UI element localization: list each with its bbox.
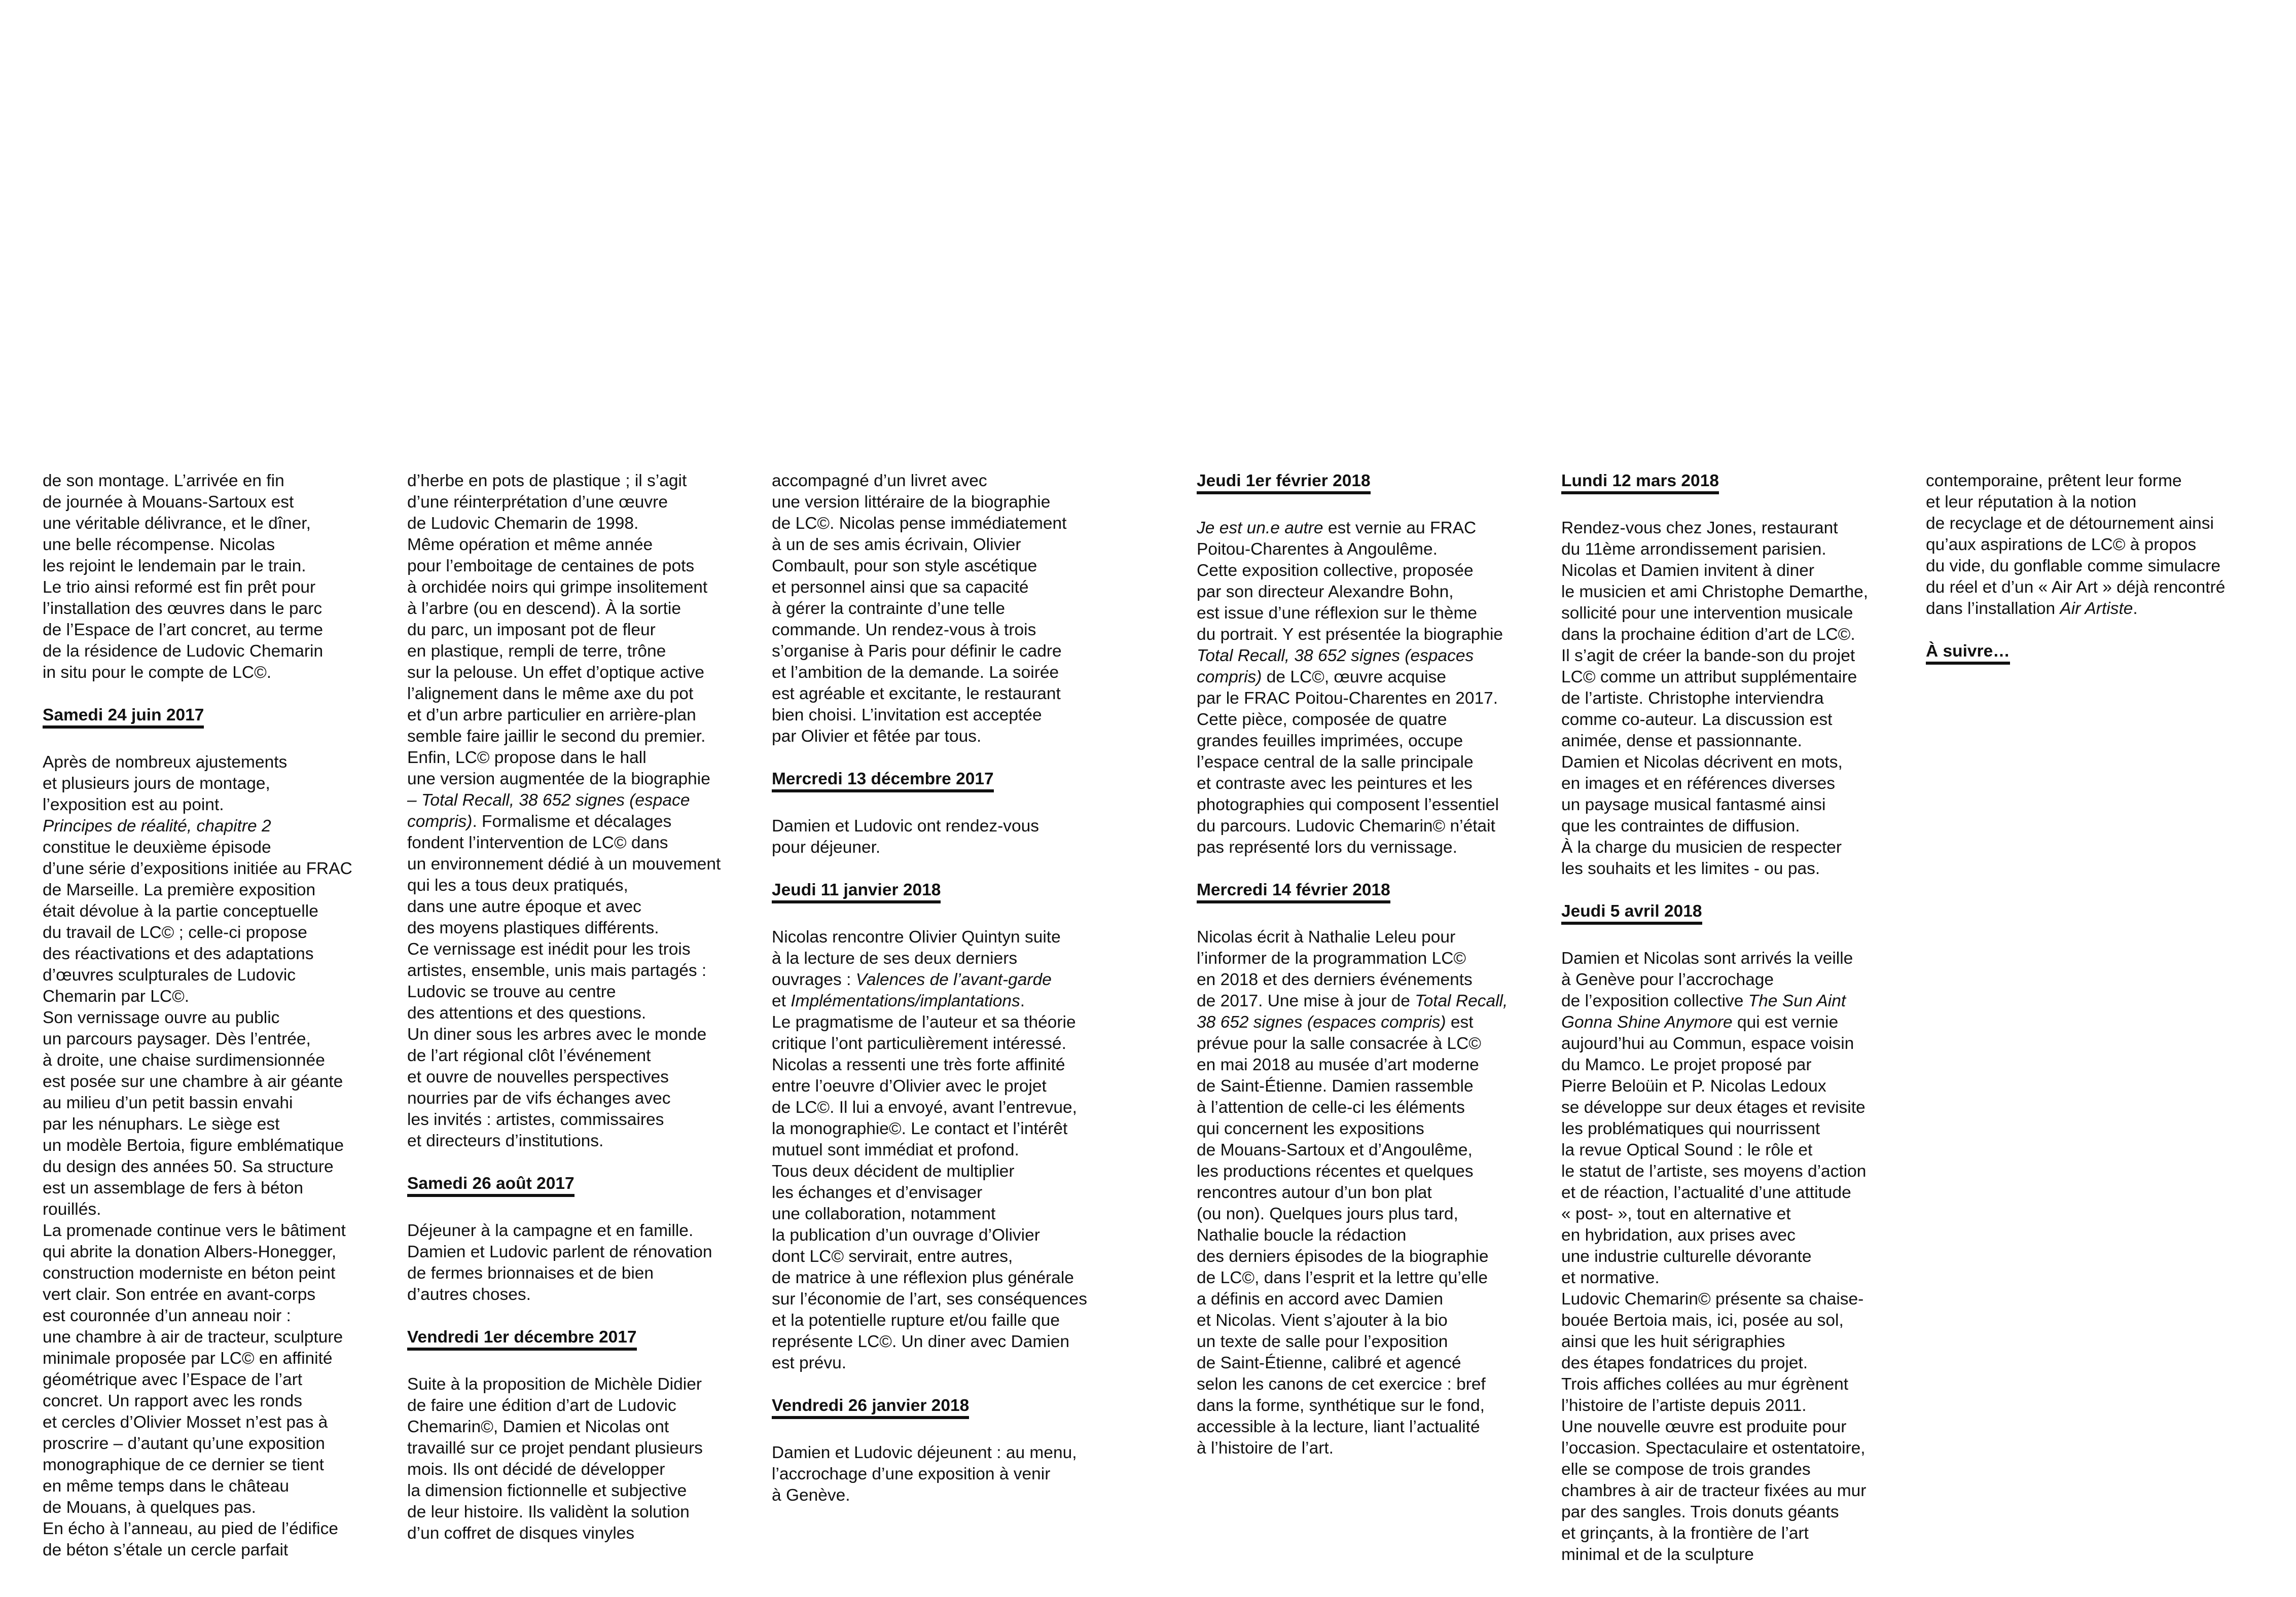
text-line: à droite, une chaise surdimensionnée bbox=[43, 1051, 325, 1070]
text-line: aujourd’hui au Commun, espace voisin bbox=[1561, 1034, 1854, 1053]
text-line: nourries par de vifs échanges avec bbox=[407, 1089, 671, 1108]
text-line: dont LC© servirait, entre autres, bbox=[772, 1247, 1013, 1266]
text-line: critique l’ont particulièrement intéressé. bbox=[772, 1034, 1066, 1053]
text-line: de matrice à une réflexion plus générale bbox=[772, 1268, 1074, 1287]
text-line: l’occasion. Spectaculaire et ostentatoire, bbox=[1561, 1439, 1866, 1458]
text-line: l’espace central de la salle principale bbox=[1197, 753, 1474, 772]
text-column-2 bbox=[407, 470, 721, 1544]
heading-gap bbox=[772, 905, 1087, 927]
text-column-3 bbox=[772, 470, 1087, 1506]
text-line: Gonna Shine Anymore qui est vernie bbox=[1561, 1013, 1839, 1032]
date-heading-row bbox=[772, 769, 1087, 794]
text-column-6 bbox=[1926, 470, 2225, 667]
text-line: Cette pièce, composée de quatre bbox=[1197, 710, 1447, 729]
date-heading: Jeudi 1er février 2018 bbox=[1197, 472, 1371, 494]
text-line: géométrique avec l’Espace de l’art bbox=[43, 1370, 303, 1389]
text-line: Suite à la proposition de Michèle Didier bbox=[407, 1375, 702, 1394]
text-line: un texte de salle pour l’exposition bbox=[1197, 1332, 1448, 1351]
text-line: à orchidée noirs qui grimpe insolitement bbox=[407, 578, 708, 597]
text-line: du parcours. Ludovic Chemarin© n’était bbox=[1197, 817, 1495, 836]
text-line: à gérer la contrainte d’une telle bbox=[772, 599, 1005, 618]
heading-gap bbox=[1561, 927, 1868, 948]
text-line: de l’exposition collective The Sun Aint bbox=[1561, 992, 1846, 1010]
text-line: à Genève pour l’accrochage bbox=[1561, 970, 1774, 989]
text-line: à un de ses amis écrivain, Olivier bbox=[772, 535, 1021, 554]
text-line: du réel et d’un « Air Art » déjà rencontré bbox=[1926, 578, 2226, 597]
text-line: Un diner sous les arbres avec le monde bbox=[407, 1025, 707, 1044]
text-line: Principes de réalité, chapitre 2 bbox=[43, 817, 271, 836]
text-line: vert clair. Son entrée en avant-corps bbox=[43, 1285, 316, 1304]
text-line: bien choisi. L’invitation est acceptée bbox=[772, 706, 1042, 724]
text-line: des derniers épisodes de la biographie bbox=[1197, 1247, 1489, 1266]
heading-gap bbox=[407, 1353, 721, 1374]
text-line: artistes, ensemble, unis mais partagés : bbox=[407, 961, 707, 980]
text-line: animée, dense et passionnante. bbox=[1561, 732, 1802, 750]
text-line: est prévu. bbox=[772, 1354, 847, 1372]
paragraph-gap bbox=[407, 1305, 721, 1327]
text-line: Trois affiches collées au mur égrènent bbox=[1561, 1375, 1849, 1394]
text-line: de leur histoire. Ils validènt la solution bbox=[407, 1503, 690, 1521]
text-line: l’alignement dans le même axe du pot bbox=[407, 684, 694, 703]
text-line: sollicité pour une intervention musicale bbox=[1561, 604, 1853, 623]
date-heading: Vendredi 1er décembre 2017 bbox=[407, 1328, 637, 1351]
text-line: Le trio ainsi reformé est fin prêt pour bbox=[43, 578, 316, 597]
text-line: rouillés. bbox=[43, 1200, 101, 1219]
text-line: par les nénuphars. Le siège est bbox=[43, 1115, 280, 1134]
text-line: de l’Espace de l’art concret, au terme bbox=[43, 621, 324, 639]
text-line: La promenade continue vers le bâtiment bbox=[43, 1221, 346, 1240]
text-line: de recyclage et de détournement ainsi bbox=[1926, 514, 2214, 533]
text-line: – Total Recall, 38 652 signes (espace bbox=[407, 791, 690, 810]
text-line: et la potentielle rupture et/ou faille que bbox=[772, 1311, 1060, 1330]
heading-gap bbox=[1197, 905, 1508, 927]
text-line: une industrie culturelle dévorante bbox=[1561, 1247, 1812, 1266]
text-line: par Olivier et fêtée par tous. bbox=[772, 727, 982, 746]
heading-gap bbox=[1197, 496, 1508, 518]
text-line: Damien et Nicolas sont arrivés la veille bbox=[1561, 949, 1853, 968]
text-line: sur l’économie de l’art, ses conséquences bbox=[772, 1290, 1087, 1309]
date-heading-row bbox=[43, 705, 352, 731]
text-line: à l’attention de celle-ci les éléments bbox=[1197, 1098, 1465, 1117]
text-line: accessible à la lecture, liant l’actualité bbox=[1197, 1418, 1480, 1436]
date-heading: Jeudi 5 avril 2018 bbox=[1561, 902, 1702, 925]
text-line: Nicolas a ressenti une très forte affinité bbox=[772, 1056, 1065, 1074]
text-line: des attentions et des questions. bbox=[407, 1004, 647, 1023]
date-heading-row bbox=[1197, 470, 1508, 496]
text-line: de LC©. Nicolas pense immédiatement bbox=[772, 514, 1067, 533]
text-line: et plusieurs jours de montage, bbox=[43, 774, 270, 793]
text-line: qui les a tous deux pratiqués, bbox=[407, 876, 628, 895]
text-line: Damien et Ludovic déjeunent : au menu, bbox=[772, 1443, 1077, 1462]
text-line: en hybridation, aux prises avec bbox=[1561, 1226, 1796, 1245]
text-line: fondent l’intervention de LC© dans bbox=[407, 833, 668, 852]
text-line: Poitou-Charentes à Angoulême. bbox=[1197, 540, 1438, 559]
text-line: Chemarin par LC©. bbox=[43, 987, 190, 1006]
text-line: de LC©. Il lui a envoyé, avant l’entrevue, bbox=[772, 1098, 1077, 1117]
text-line: des réactivations et des adaptations bbox=[43, 945, 314, 963]
text-line: Tous deux décident de multiplier bbox=[772, 1162, 1015, 1181]
text-line: la publication d’un ouvrage d’Olivier bbox=[772, 1226, 1040, 1245]
text-line: Le pragmatisme de l’auteur et sa théorie bbox=[772, 1013, 1076, 1032]
text-line: et Implémentations/implantations. bbox=[772, 992, 1025, 1010]
date-heading: Mercredi 13 décembre 2017 bbox=[772, 770, 994, 792]
date-heading: Samedi 24 juin 2017 bbox=[43, 706, 204, 729]
text-line: de Ludovic Chemarin de 1998. bbox=[407, 514, 639, 533]
text-line: du vide, du gonflable comme simulacre bbox=[1926, 557, 2220, 575]
text-line: d’une réinterprétation d’une œuvre bbox=[407, 493, 668, 512]
paragraph-gap bbox=[772, 747, 1087, 769]
text-line: un modèle Bertoia, figure emblématique bbox=[43, 1136, 344, 1155]
text-line: Total Recall, 38 652 signes (espaces bbox=[1197, 646, 1474, 665]
text-line: entre l’oeuvre d’Olivier avec le projet bbox=[772, 1077, 1047, 1096]
text-line: et personnel ainsi que sa capacité bbox=[772, 578, 1029, 597]
text-line: contemporaine, prêtent leur forme bbox=[1926, 471, 2182, 490]
text-line: Ludovic Chemarin© présente sa chaise- bbox=[1561, 1290, 1864, 1309]
date-heading: Lundi 12 mars 2018 bbox=[1561, 472, 1719, 494]
heading-gap bbox=[772, 1421, 1087, 1442]
text-line: à Genève. bbox=[772, 1486, 850, 1505]
text-line: Une nouvelle œuvre est produite pour bbox=[1561, 1418, 1847, 1436]
heading-gap bbox=[772, 794, 1087, 816]
text-line: les invités : artistes, commissaires bbox=[407, 1110, 664, 1129]
text-line: la dimension fictionnelle et subjective bbox=[407, 1481, 687, 1500]
text-line: Nicolas et Damien invitent à diner bbox=[1561, 561, 1815, 580]
text-line: les problématiques qui nourrissent bbox=[1561, 1119, 1820, 1138]
date-heading-row bbox=[1561, 470, 1868, 496]
text-line: le statut de l’artiste, ses moyens d’action bbox=[1561, 1162, 1867, 1181]
text-line: Déjeuner à la campagne et en famille. bbox=[407, 1221, 694, 1240]
text-line: à l’histoire de l’art. bbox=[1197, 1439, 1334, 1458]
text-line: selon les canons de cet exercice : bref bbox=[1197, 1375, 1486, 1394]
text-line: les souhaits et les limites - ou pas. bbox=[1561, 859, 1820, 878]
text-line: en même temps dans le château bbox=[43, 1477, 290, 1496]
date-heading: Jeudi 11 janvier 2018 bbox=[772, 881, 941, 903]
text-line: est couronnée d’un anneau noir : bbox=[43, 1306, 291, 1325]
text-line: l’histoire de l’artiste depuis 2011. bbox=[1561, 1396, 1807, 1415]
date-heading-row bbox=[407, 1327, 721, 1353]
paragraph-gap bbox=[1561, 880, 1868, 901]
text-line: dans la prochaine édition d’art de LC©. bbox=[1561, 625, 1855, 644]
text-line: qu’aux aspirations de LC© à propos bbox=[1926, 535, 2197, 554]
text-line: Chemarin©, Damien et Nicolas ont bbox=[407, 1418, 669, 1436]
text-line: le musicien et ami Christophe Demarthe, bbox=[1561, 583, 1869, 601]
text-line: (ou non). Quelques jours plus tard, bbox=[1197, 1205, 1458, 1223]
text-line: « post- », tout en alternative et bbox=[1561, 1205, 1791, 1223]
text-line: compris) de LC©, œuvre acquise bbox=[1197, 668, 1446, 686]
text-line: de journée à Mouans-Sartoux est bbox=[43, 493, 294, 512]
text-line: Il s’agit de créer la bande-son du projet bbox=[1561, 646, 1855, 665]
date-heading-row bbox=[1561, 901, 1868, 927]
text-line: Enfin, LC© propose dans le hall bbox=[407, 748, 647, 767]
text-line: et leur réputation à la notion bbox=[1926, 493, 2137, 512]
text-line: accompagné d’un livret avec bbox=[772, 471, 987, 490]
text-line: de béton s’étale un cercle parfait bbox=[43, 1541, 289, 1559]
text-line: Même opération et même année bbox=[407, 535, 653, 554]
date-heading-row bbox=[772, 1395, 1087, 1421]
text-line: elle se compose de trois grandes bbox=[1561, 1460, 1811, 1479]
text-line: est issue d’une réflexion sur le thème bbox=[1197, 604, 1478, 623]
date-heading-row bbox=[1197, 880, 1508, 905]
heading-gap bbox=[1561, 496, 1868, 518]
text-line: au milieu d’un petit bassin envahi bbox=[43, 1094, 293, 1112]
text-line: LC© comme un attribut supplémentaire bbox=[1561, 668, 1857, 686]
text-line: Ce vernissage est inédit pour les trois bbox=[407, 940, 691, 959]
text-line: et grinçants, à la frontière de l’art bbox=[1561, 1524, 1809, 1543]
date-heading-row bbox=[772, 880, 1087, 905]
text-line: est posée sur une chambre à air géante bbox=[43, 1072, 343, 1091]
text-line: du portrait. Y est présentée la biographie bbox=[1197, 625, 1503, 644]
text-line: En écho à l’anneau, au pied de l’édifice bbox=[43, 1519, 338, 1538]
text-line: Cette exposition collective, proposée bbox=[1197, 561, 1474, 580]
text-line: en plastique, rempli de terre, trône bbox=[407, 642, 666, 661]
text-line: les échanges et d’envisager bbox=[772, 1183, 983, 1202]
text-line: la monographie©. Le contact et l’intérêt bbox=[772, 1119, 1068, 1138]
date-heading: Samedi 26 août 2017 bbox=[407, 1175, 575, 1197]
text-line: un paysage musical fantasmé ainsi bbox=[1561, 795, 1826, 814]
text-line: dans l’installation Air Artiste. bbox=[1926, 599, 2138, 618]
text-column-5 bbox=[1561, 470, 1868, 1566]
text-line: pour déjeuner. bbox=[772, 838, 881, 857]
text-line: en images et en références diverses bbox=[1561, 774, 1836, 793]
text-line: Ludovic se trouve au centre bbox=[407, 983, 616, 1001]
text-line: ouvrages : Valences de l’avant-garde bbox=[772, 970, 1052, 989]
text-line: d’une série d’expositions initiée au FRAC bbox=[43, 859, 352, 878]
text-line: construction moderniste en béton peint bbox=[43, 1264, 336, 1283]
text-line: commande. Un rendez-vous à trois bbox=[772, 621, 1036, 639]
text-line: et de réaction, l’actualité d’une attitude bbox=[1561, 1183, 1851, 1202]
text-line: monographique de ce dernier se tient bbox=[43, 1456, 324, 1474]
text-line: un parcours paysager. Dès l’entrée, bbox=[43, 1030, 311, 1048]
text-line: qui abrite la donation Albers-Honegger, bbox=[43, 1243, 337, 1261]
text-line: s’organise à Paris pour définir le cadre bbox=[772, 642, 1062, 661]
text-column-4 bbox=[1197, 470, 1508, 1459]
text-line: et directeurs d’institutions. bbox=[407, 1132, 604, 1150]
text-line: de l’art régional clôt l’événement bbox=[407, 1046, 651, 1065]
text-line: proscrire – d’autant qu’une exposition bbox=[43, 1434, 325, 1453]
text-line: est un assemblage de fers à béton bbox=[43, 1179, 303, 1197]
text-line: minimale proposée par LC© en affinité bbox=[43, 1349, 333, 1368]
date-heading: Vendredi 26 janvier 2018 bbox=[772, 1397, 969, 1419]
text-line: de Mouans-Sartoux et d’Angoulême, bbox=[1197, 1141, 1473, 1159]
text-line: Je est un.e autre est vernie au FRAC bbox=[1197, 519, 1477, 537]
text-line: rencontres autour d’un bon plat bbox=[1197, 1183, 1432, 1202]
text-line: d’herbe en pots de plastique ; il s’agit bbox=[407, 471, 687, 490]
text-line: et cercles d’Olivier Mosset n’est pas à bbox=[43, 1413, 328, 1432]
paragraph-gap bbox=[772, 1374, 1087, 1395]
text-line: était dévolue à la partie conceptuelle bbox=[43, 902, 318, 921]
text-line: qui concernent les expositions bbox=[1197, 1119, 1424, 1138]
text-line: l’installation des œuvres dans le parc bbox=[43, 599, 322, 618]
text-line: Combault, pour son style ascétique bbox=[772, 557, 1037, 575]
text-line: à la lecture de ses deux derniers bbox=[772, 949, 1018, 968]
text-line: d’œuvres sculpturales de Ludovic bbox=[43, 966, 296, 985]
text-line: par son directeur Alexandre Bohn, bbox=[1197, 583, 1454, 601]
text-line: Son vernissage ouvre au public bbox=[43, 1008, 280, 1027]
paragraph-gap bbox=[772, 858, 1087, 880]
text-line: du 11ème arrondissement parisien. bbox=[1561, 540, 1826, 559]
text-line: et d’un arbre particulier en arrière-plan bbox=[407, 706, 696, 724]
text-line: de l’artiste. Christophe interviendra bbox=[1561, 689, 1824, 708]
text-line: des moyens plastiques différents. bbox=[407, 919, 659, 937]
text-line: Nathalie boucle la rédaction bbox=[1197, 1226, 1407, 1245]
text-line: en 2018 et des derniers événements bbox=[1197, 970, 1473, 989]
text-line: du parc, un imposant pot de fleur bbox=[407, 621, 656, 639]
text-line: chambres à air de tracteur fixées au mur bbox=[1561, 1481, 1867, 1500]
text-line: prévue pour la salle consacrée à LC© bbox=[1197, 1034, 1481, 1053]
text-line: et Nicolas. Vient s’ajouter à la bio bbox=[1197, 1311, 1448, 1330]
text-line: pas représenté lors du vernissage. bbox=[1197, 838, 1457, 857]
text-line: de Mouans, à quelques pas. bbox=[43, 1498, 256, 1517]
text-line: et ouvre de nouvelles perspectives bbox=[407, 1068, 669, 1086]
paragraph-gap bbox=[1926, 620, 2225, 641]
paragraph-gap bbox=[43, 683, 352, 705]
paragraph-gap bbox=[1197, 858, 1508, 880]
text-line: a définis en accord avec Damien bbox=[1197, 1290, 1444, 1309]
text-line: sur la pelouse. Un effet d’optique active bbox=[407, 663, 705, 682]
text-line: une version littéraire de la biographie bbox=[772, 493, 1051, 512]
text-line: dans la forme, synthétique sur le fond, bbox=[1197, 1396, 1485, 1415]
text-line: Après de nombreux ajustements bbox=[43, 753, 288, 772]
text-line: Pierre Beloüin et P. Nicolas Ledoux bbox=[1561, 1077, 1826, 1096]
heading-gap bbox=[43, 731, 352, 752]
text-line: de 2017. Une mise à jour de Total Recall, bbox=[1197, 992, 1508, 1010]
text-column-1 bbox=[43, 470, 352, 1561]
text-line: de la résidence de Ludovic Chemarin bbox=[43, 642, 324, 661]
text-line: minimal et de la sculpture bbox=[1561, 1545, 1754, 1564]
text-line: est agréable et excitante, le restaurant bbox=[772, 684, 1061, 703]
text-line: ainsi que les huit sérigraphies bbox=[1561, 1332, 1785, 1351]
text-line: d’autres choses. bbox=[407, 1285, 531, 1304]
text-line: l’informer de la programmation LC© bbox=[1197, 949, 1466, 968]
text-line: Damien et Ludovic parlent de rénovation bbox=[407, 1243, 712, 1261]
text-line: une version augmentée de la biographie bbox=[407, 770, 710, 788]
date-heading: À suivre… bbox=[1926, 642, 2010, 665]
text-line: constitue le deuxième épisode bbox=[43, 838, 271, 857]
text-line: par des sangles. Trois donuts géants bbox=[1561, 1503, 1839, 1521]
text-line: mutuel sont immédiat et profond. bbox=[772, 1141, 1019, 1159]
text-line: À la charge du musicien de respecter bbox=[1561, 838, 1842, 857]
text-line: pour l’emboitage de centaines de pots bbox=[407, 557, 695, 575]
text-line: la revue Optical Sound : le rôle et bbox=[1561, 1141, 1813, 1159]
text-line: 38 652 signes (espaces compris) est bbox=[1197, 1013, 1474, 1032]
text-line: de son montage. L’arrivée en fin bbox=[43, 471, 284, 490]
text-line: comme co-auteur. La discussion est bbox=[1561, 710, 1833, 729]
text-line: de Marseille. La première exposition bbox=[43, 881, 316, 899]
date-heading-row bbox=[407, 1173, 721, 1199]
text-line: du travail de LC© ; celle-ci propose bbox=[43, 923, 307, 942]
text-line: et l’ambition de la demande. La soirée bbox=[772, 663, 1059, 682]
date-heading-row bbox=[1926, 641, 2225, 667]
text-line: dans une autre époque et avec bbox=[407, 897, 641, 916]
text-line: se développe sur deux étages et revisite bbox=[1561, 1098, 1866, 1117]
text-line: à l’arbre (ou en descend). À la sortie bbox=[407, 599, 681, 618]
text-line: une collaboration, notamment bbox=[772, 1205, 996, 1223]
text-line: un environnement dédié à un mouvement bbox=[407, 855, 721, 874]
text-line: et contraste avec les peintures et les bbox=[1197, 774, 1473, 793]
text-line: bouée Bertoia mais, ici, posée au sol, bbox=[1561, 1311, 1844, 1330]
text-line: mois. Ils ont décidé de développer bbox=[407, 1460, 665, 1479]
text-line: du Mamco. Le projet proposé par bbox=[1561, 1056, 1812, 1074]
text-line: que les contraintes de diffusion. bbox=[1561, 817, 1800, 836]
text-line: photographies qui composent l’essentiel bbox=[1197, 795, 1499, 814]
text-line: une chambre à air de tracteur, sculpture bbox=[43, 1328, 343, 1347]
text-line: de Saint-Étienne, calibré et agencé bbox=[1197, 1354, 1461, 1372]
text-line: de LC©, dans l’esprit et la lettre qu’elle bbox=[1197, 1268, 1488, 1287]
text-line: in situ pour le compte de LC©. bbox=[43, 663, 272, 682]
text-line: d’un coffret de disques vinyles bbox=[407, 1524, 635, 1543]
text-line: Rendez-vous chez Jones, restaurant bbox=[1561, 519, 1838, 537]
text-line: Nicolas écrit à Nathalie Leleu pour bbox=[1197, 928, 1456, 947]
text-line: en mai 2018 au musée d’art moderne bbox=[1197, 1056, 1479, 1074]
text-line: les rejoint le lendemain par le train. bbox=[43, 557, 306, 575]
text-line: grandes feuilles imprimées, occupe bbox=[1197, 732, 1463, 750]
text-line: de Saint-Étienne. Damien rassemble bbox=[1197, 1077, 1474, 1096]
text-line: Damien et Nicolas décrivent en mots, bbox=[1561, 753, 1843, 772]
text-line: et normative. bbox=[1561, 1268, 1660, 1287]
text-line: de fermes brionnaises et de bien bbox=[407, 1264, 654, 1283]
text-line: une belle récompense. Nicolas bbox=[43, 535, 275, 554]
heading-gap bbox=[407, 1199, 721, 1220]
text-line: Damien et Ludovic ont rendez-vous bbox=[772, 817, 1039, 836]
text-line: les productions récentes et quelques bbox=[1197, 1162, 1474, 1181]
text-line: une véritable délivrance, et le dîner, bbox=[43, 514, 311, 533]
text-line: l’accrochage d’une exposition à venir bbox=[772, 1465, 1051, 1483]
paragraph-gap bbox=[407, 1152, 721, 1173]
text-line: semble faire jaillir le second du premier. bbox=[407, 727, 706, 746]
text-line: Nicolas rencontre Olivier Quintyn suite bbox=[772, 928, 1061, 947]
text-line: concret. Un rapport avec les ronds bbox=[43, 1392, 303, 1410]
text-line: de faire une édition d’art de Ludovic bbox=[407, 1396, 676, 1415]
text-line: du design des années 50. Sa structure bbox=[43, 1157, 334, 1176]
text-line: représente LC©. Un diner avec Damien bbox=[772, 1332, 1070, 1351]
text-line: des étapes fondatrices du projet. bbox=[1561, 1354, 1808, 1372]
text-line: l’exposition est au point. bbox=[43, 795, 224, 814]
text-line: par le FRAC Poitou-Charentes en 2017. bbox=[1197, 689, 1498, 708]
text-line: compris). Formalisme et décalages bbox=[407, 812, 672, 831]
text-line: travaillé sur ce projet pendant plusieurs bbox=[407, 1439, 703, 1458]
date-heading: Mercredi 14 février 2018 bbox=[1197, 881, 1390, 903]
